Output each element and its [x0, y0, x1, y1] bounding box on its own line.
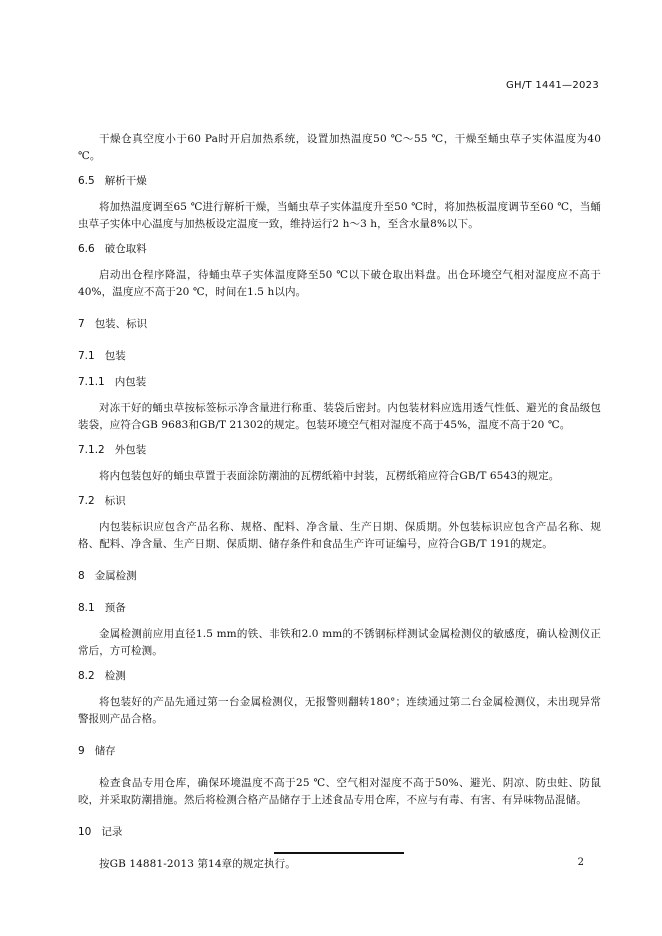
section-title: 记录 [101, 826, 123, 838]
section-7-1-1-text: 对冻干好的蛹虫草按标签标示净含量进行称重、装袋后密封。内包装材料应选用透气性低、避光的食品级包装袋，应符合GB 9683和GB/T 21302的规定。包装环境空气相对湿度不高于45%，温度不高于20 ℃。 [78, 402, 601, 431]
section-number: 8 [78, 570, 85, 582]
section-10-heading [78, 824, 601, 841]
section-title: 预备 [104, 602, 126, 614]
section-8-2-text: 将包装好的产品先通过第一台金属检测仪，无报警则翻转180°；连续通过第二台金属检测仪，未出现异常警报则产品合格。 [78, 696, 601, 725]
section-number: 8.2 [78, 670, 95, 682]
section-number: 6.5 [78, 175, 95, 187]
section-title: 包装、标识 [94, 318, 148, 330]
section-number: 9 [78, 745, 85, 757]
section-7-1-2-heading [78, 442, 601, 459]
section-number: 7.1.1 [78, 376, 105, 388]
section-number: 7.2 [78, 495, 95, 507]
page-number: 2 [577, 857, 584, 868]
section-number: 7.1.2 [78, 444, 105, 456]
section-number: 8.1 [78, 602, 95, 614]
section-10-text: 按GB 14881-2013 第14章的规定执行。 [99, 858, 296, 870]
section-title: 金属检测 [94, 570, 137, 582]
standard-code-header: GH/T 1441—2023 [505, 80, 599, 91]
section-7-1-2-text: 将内包装包好的蛹虫草置于表面涂防潮油的瓦楞纸箱中封装，瓦楞纸箱应符合GB/T 6543的规定。 [99, 470, 560, 482]
section-6-6-heading [78, 241, 601, 258]
section-title: 包装 [104, 350, 126, 362]
section-7-1-heading [78, 348, 601, 365]
section-8-2-heading [78, 668, 601, 685]
section-7-2-heading [78, 493, 601, 510]
section-7-1-1-heading [78, 374, 601, 391]
section-number: 6.6 [78, 243, 95, 255]
section-title: 破仓取料 [104, 243, 147, 255]
document-body [78, 131, 601, 873]
section-title: 储存 [94, 745, 116, 757]
section-title: 内包装 [114, 376, 147, 388]
section-8-heading [78, 568, 601, 585]
section-title: 外包装 [114, 444, 147, 456]
section-6-5-text: 将加热温度调至65 ℃进行解析干燥，当蛹虫草子实体温度升至50 ℃时，将加热板温度调节至60 ℃，当蛹虫草子实体中心温度与加热板设定温度一致，维持运行2 h～3 h，至含水量8%以下。 [78, 201, 601, 230]
section-7-2-text: 内包装标识应包含产品名称、规格、配料、净含量、生产日期、保质期。外包装标识应包含产品名称、规格、配料、净含量、生产日期、保质期、储存条件和食品生产许可证编号，应符合GB/T 191的规定。 [78, 521, 601, 550]
section-6-5-heading [78, 173, 601, 190]
section-8-1-text: 金属检测前应用直径1.5 mm的铁、非铁和2.0 mm的不锈钢标样测试金属检测仪的敏感度，确认检测仪正常后，方可检测。 [78, 628, 601, 657]
section-title: 标识 [104, 495, 126, 507]
section-title: 解析干燥 [104, 175, 147, 187]
section-7-heading [78, 316, 601, 333]
section-9-text: 检查食品专用仓库，确保环境温度不高于25 ℃、空气相对湿度不高于50%、避光、阴凉、防虫蛀、防鼠咬，并采取防潮措施。然后将检测合格产品储存于上述食品专用仓库，不应与有毒、有害、有异味物品混储。 [78, 777, 601, 806]
footer-rule [274, 852, 404, 854]
section-number: 7.1 [78, 350, 95, 362]
section-number: 7 [78, 318, 85, 330]
section-6-6-text: 启动出仓程序降温，待蛹虫草子实体温度降至50 ℃以下破仓取出料盘。出仓环境空气相对湿度应不高于40%，温度应不高于20 ℃，时间在1.5 h以内。 [78, 269, 601, 298]
section-title: 检测 [104, 670, 126, 682]
intro-paragraph: 干燥仓真空度小于60 Pa时开启加热系统，设置加热温度50 ℃～55 ℃，干燥至蛹虫草子实体温度为40 ℃。 [78, 133, 601, 162]
section-8-1-heading [78, 600, 601, 617]
section-9-heading [78, 743, 601, 760]
section-number: 10 [78, 826, 92, 838]
